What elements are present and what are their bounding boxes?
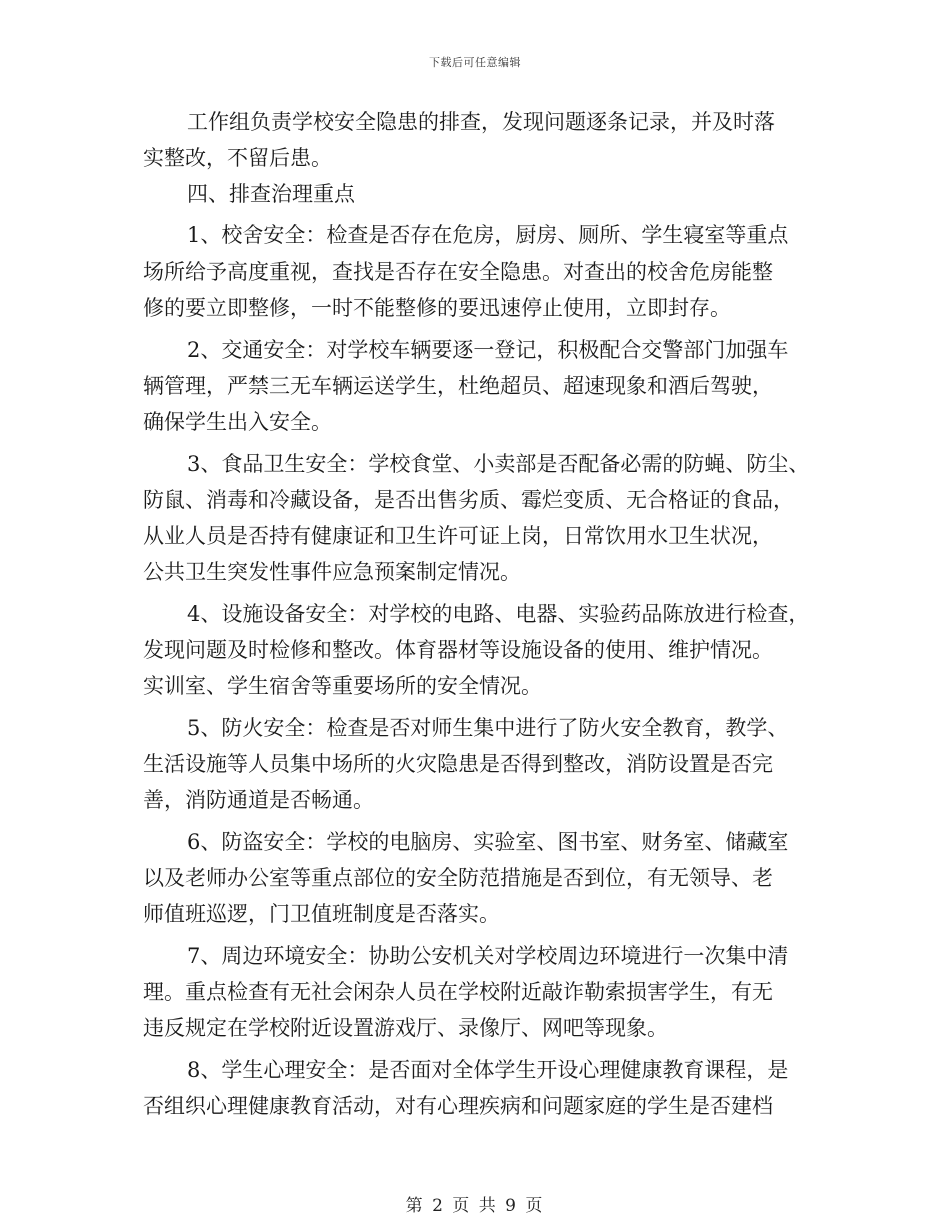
text-line: 工作组负责学校安全隐患的排查，发现问题逐条记录，并及时落	[187, 110, 775, 134]
text-line: 从业人员是否持有健康证和卫生许可证上岗，日常饮用水卫生状况，	[143, 524, 773, 548]
text-line: 以及老师办公室等重点部位的安全防范措施是否到位，有无领导、老	[143, 866, 773, 890]
text-line: 确保学生出入安全。	[143, 410, 332, 434]
text-line: 1、校舍安全：检查是否存在危房，厨房、厕所、学生寝室等重点	[187, 223, 789, 247]
text-line: 辆管理，严禁三无车辆运送学生，杜绝超员、超速现象和酒后驾驶，	[143, 374, 773, 398]
text-line: 4、设施设备安全：对学校的电路、电器、实验药品陈放进行检查，	[187, 602, 810, 626]
text-line: 防鼠、消毒和冷藏设备，是否出售劣质、霉烂变质、无合格证的食品，	[143, 488, 794, 512]
text-line: 6、防盗安全：学校的电脑房、实验室、图书室、财务室、储藏室	[187, 830, 789, 854]
text-line: 8、学生心理安全：是否面对全体学生开设心理健康教育课程，是	[187, 1058, 789, 1082]
text-line: 场所给予高度重视，查找是否存在安全隐患。对查出的校舍危房能整	[143, 260, 773, 284]
text-line: 5、防火安全：检查是否对师生集中进行了防火安全教育，教学、	[187, 716, 789, 740]
page-footer: 第 2 页 共 9 页	[405, 1196, 545, 1216]
text-line: 师值班巡逻，门卫值班制度是否落实。	[143, 902, 500, 926]
section-heading: 四、排查治理重点	[187, 182, 355, 206]
text-line: 违反规定在学校附近设置游戏厅、录像厅、网吧等现象。	[143, 1016, 668, 1040]
text-line: 公共卫生突发性事件应急预案制定情况。	[143, 560, 521, 584]
text-line: 7、周边环境安全：协助公安机关对学校周边环境进行一次集中清	[187, 944, 789, 968]
text-line: 2、交通安全：对学校车辆要逐一登记，积极配合交警部门加强车	[187, 338, 789, 362]
page-header: 下载后可任意编辑	[429, 56, 521, 69]
text-line: 理。重点检查有无社会闲杂人员在学校附近敲诈勒索损害学生，有无	[143, 980, 773, 1004]
text-line: 实训室、学生宿舍等重要场所的安全情况。	[143, 674, 542, 698]
text-line: 否组织心理健康教育活动，对有心理疾病和问题家庭的学生是否建档	[143, 1094, 773, 1118]
text-line: 善，消防通道是否畅通。	[143, 788, 374, 812]
text-line: 3、食品卫生安全：学校食堂、小卖部是否配备必需的防蝇、防尘、	[187, 452, 810, 476]
text-line: 生活设施等人员集中场所的火灾隐患是否得到整改，消防设置是否完	[143, 752, 773, 776]
text-line: 实整改，不留后患。	[143, 146, 332, 170]
text-line: 修的要立即整修，一时不能整修的要迅速停止使用，立即封存。	[143, 296, 731, 320]
text-line: 发现问题及时检修和整改。体育器材等设施设备的使用、维护情况。	[143, 638, 773, 662]
